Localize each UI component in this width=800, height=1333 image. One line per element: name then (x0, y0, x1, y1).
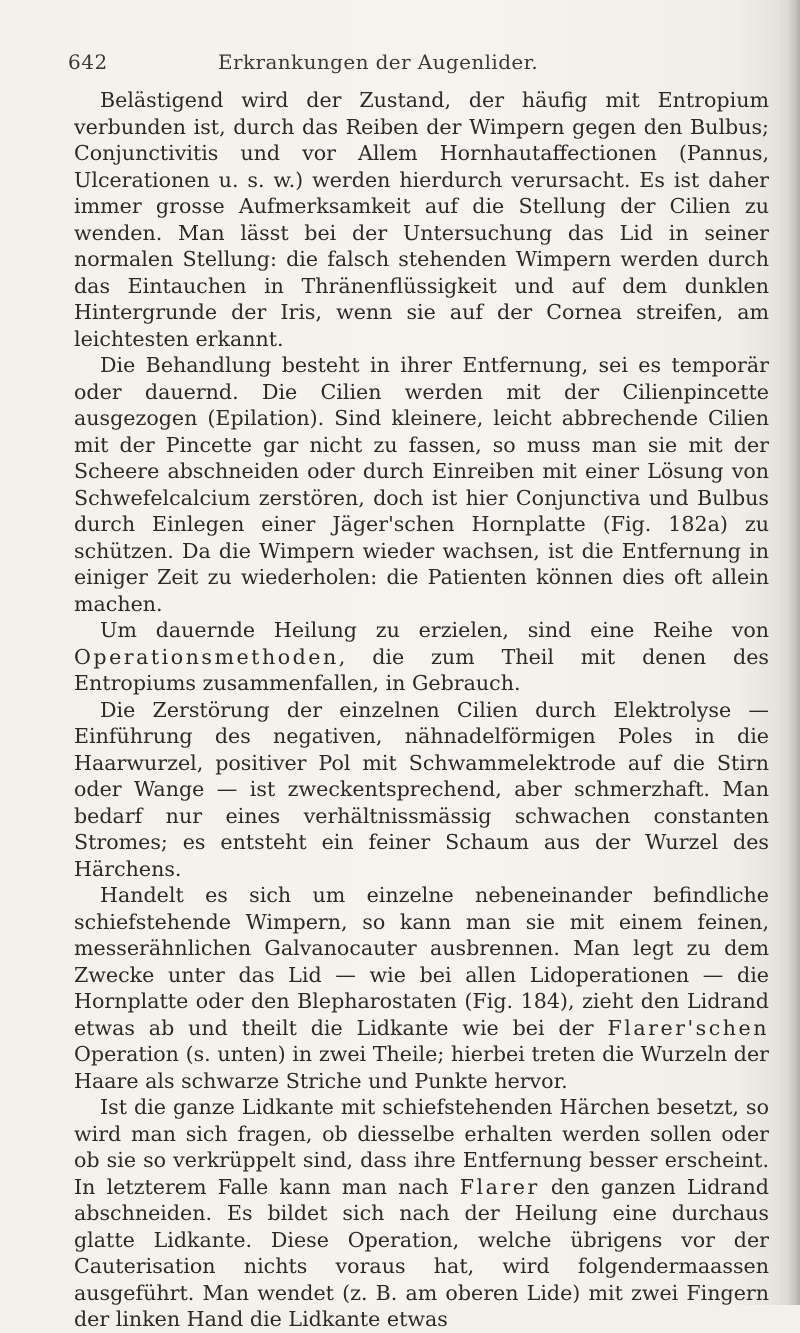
paragraph-text: , die zum Theil mit denen des Entropiums zusammenfallen, in Gebrauch. (74, 644, 769, 695)
paragraph-text: Handelt es sich um einzelne nebeneinander befindliche schiefstehende Wimpern, so kann man sie mit einem feinen, messerähnlichen Galvanocauter ausbrennen. Man legt zu dem Zwecke unter das Lid — wie bei allen Lidoperationen — die Hornplatte oder den Blepharostaten (Fig. 184), zieht den Lidrand etwas ab und theilt die Lidkante wie bei der (74, 883, 769, 1040)
page-edge-shadow (786, 0, 800, 1305)
running-header (68, 50, 768, 74)
paragraph (74, 882, 769, 1094)
emphasized-name: Flarer (459, 1174, 540, 1199)
paragraph: Belästigend wird der Zustand, der häufig mit Entropium verbunden ist, durch das Reiben der Wimpern gegen den Bulbus; Conjunctivitis und vor Allem Hornhautaffectionen (Pannus, Ulcerationen u. s. w.) werden hierdurch verursacht. Es ist daher immer grosse Aufmerksamkeit auf die Stellung der Cilien zu wenden. Man lässt bei der Untersuchung das Lid in seiner normalen Stellung: die falsch stehenden Wimpern werden durch das Eintauchen in Thränenflüssigkeit und auf dem dunklen Hintergrunde der Iris, wenn sie auf der Cornea streifen, am leichtesten erkannt. (74, 88, 769, 351)
paragraph-text: Ist die ganze Lidkante mit schiefstehenden Härchen besetzt, so wird man sich fragen, ob diesselbe erhalten werden sollen oder ob sie so verkrüppelt sind, dass ihre Entfernung besser erscheint. In letzterem Falle kann man nach (74, 1095, 769, 1199)
paragraph (74, 617, 769, 697)
paragraph: Die Zerstörung der einzelnen Cilien durch Elektrolyse — Einführung des negativen, nähnadelförmigen Poles in die Haarwurzel, positiver Pol mit Schwammelektrode auf die Stirn oder Wange — ist zweckentsprechend, aber schmerzhaft. Man bedarf nur eines verhältnissmässig schwachen constanten Stromes; es entsteht ein feiner Schaum aus der Wurzel des Härchens. (74, 697, 769, 881)
paragraph: Die Behandlung besteht in ihrer Entfernung, sei es temporär oder dauernd. Die Cilien werden mit der Cilienpincette ausgezogen (Epilation). Sind kleinere, leicht abbrechende Cilien mit der Pincette gar nicht zu fassen, so muss man sie mit der Scheere abschneiden oder durch Einreiben mit einer Lösung von Schwefelcalcium zerstören, doch ist hier Conjunctiva und Bulbus durch Einlegen einer Jäger'schen Hornplatte (Fig. 182a) zu schützen. Da die Wimpern wieder wachsen, ist die Entfernung in einiger Zeit zu wiederholen: die Patienten können dies oft allein machen. (74, 353, 769, 616)
body-text (74, 87, 769, 1333)
paragraph-text: Operation (s. unten) in zwei Theile; hierbei treten die Wurzeln der Haare als schwarze Striche und Punkte hervor. (74, 1042, 769, 1093)
emphasized-name: Flarer'schen (607, 1015, 769, 1040)
running-title: Erkrankungen der Augenlider. (218, 50, 539, 74)
page-number: 642 (68, 50, 108, 74)
paragraph-text: Um dauernde Heilung zu erzielen, sind eine Reihe von (100, 618, 769, 642)
paragraph-text: den ganzen Lidrand abschneiden. Es bildet sich nach der Heilung eine durchaus glatte Lidkante. Diese Operation, welche übrigens vor der Cauterisation nichts voraus hat, wird folgendermaassen ausgeführt. Man wendet (z. B. am oberen Lide) mit zwei Fingern der linken Hand die Lidkante etwas (74, 1174, 769, 1331)
emphasized-term: Operationsmethoden (74, 644, 339, 669)
paragraph (74, 1094, 769, 1333)
